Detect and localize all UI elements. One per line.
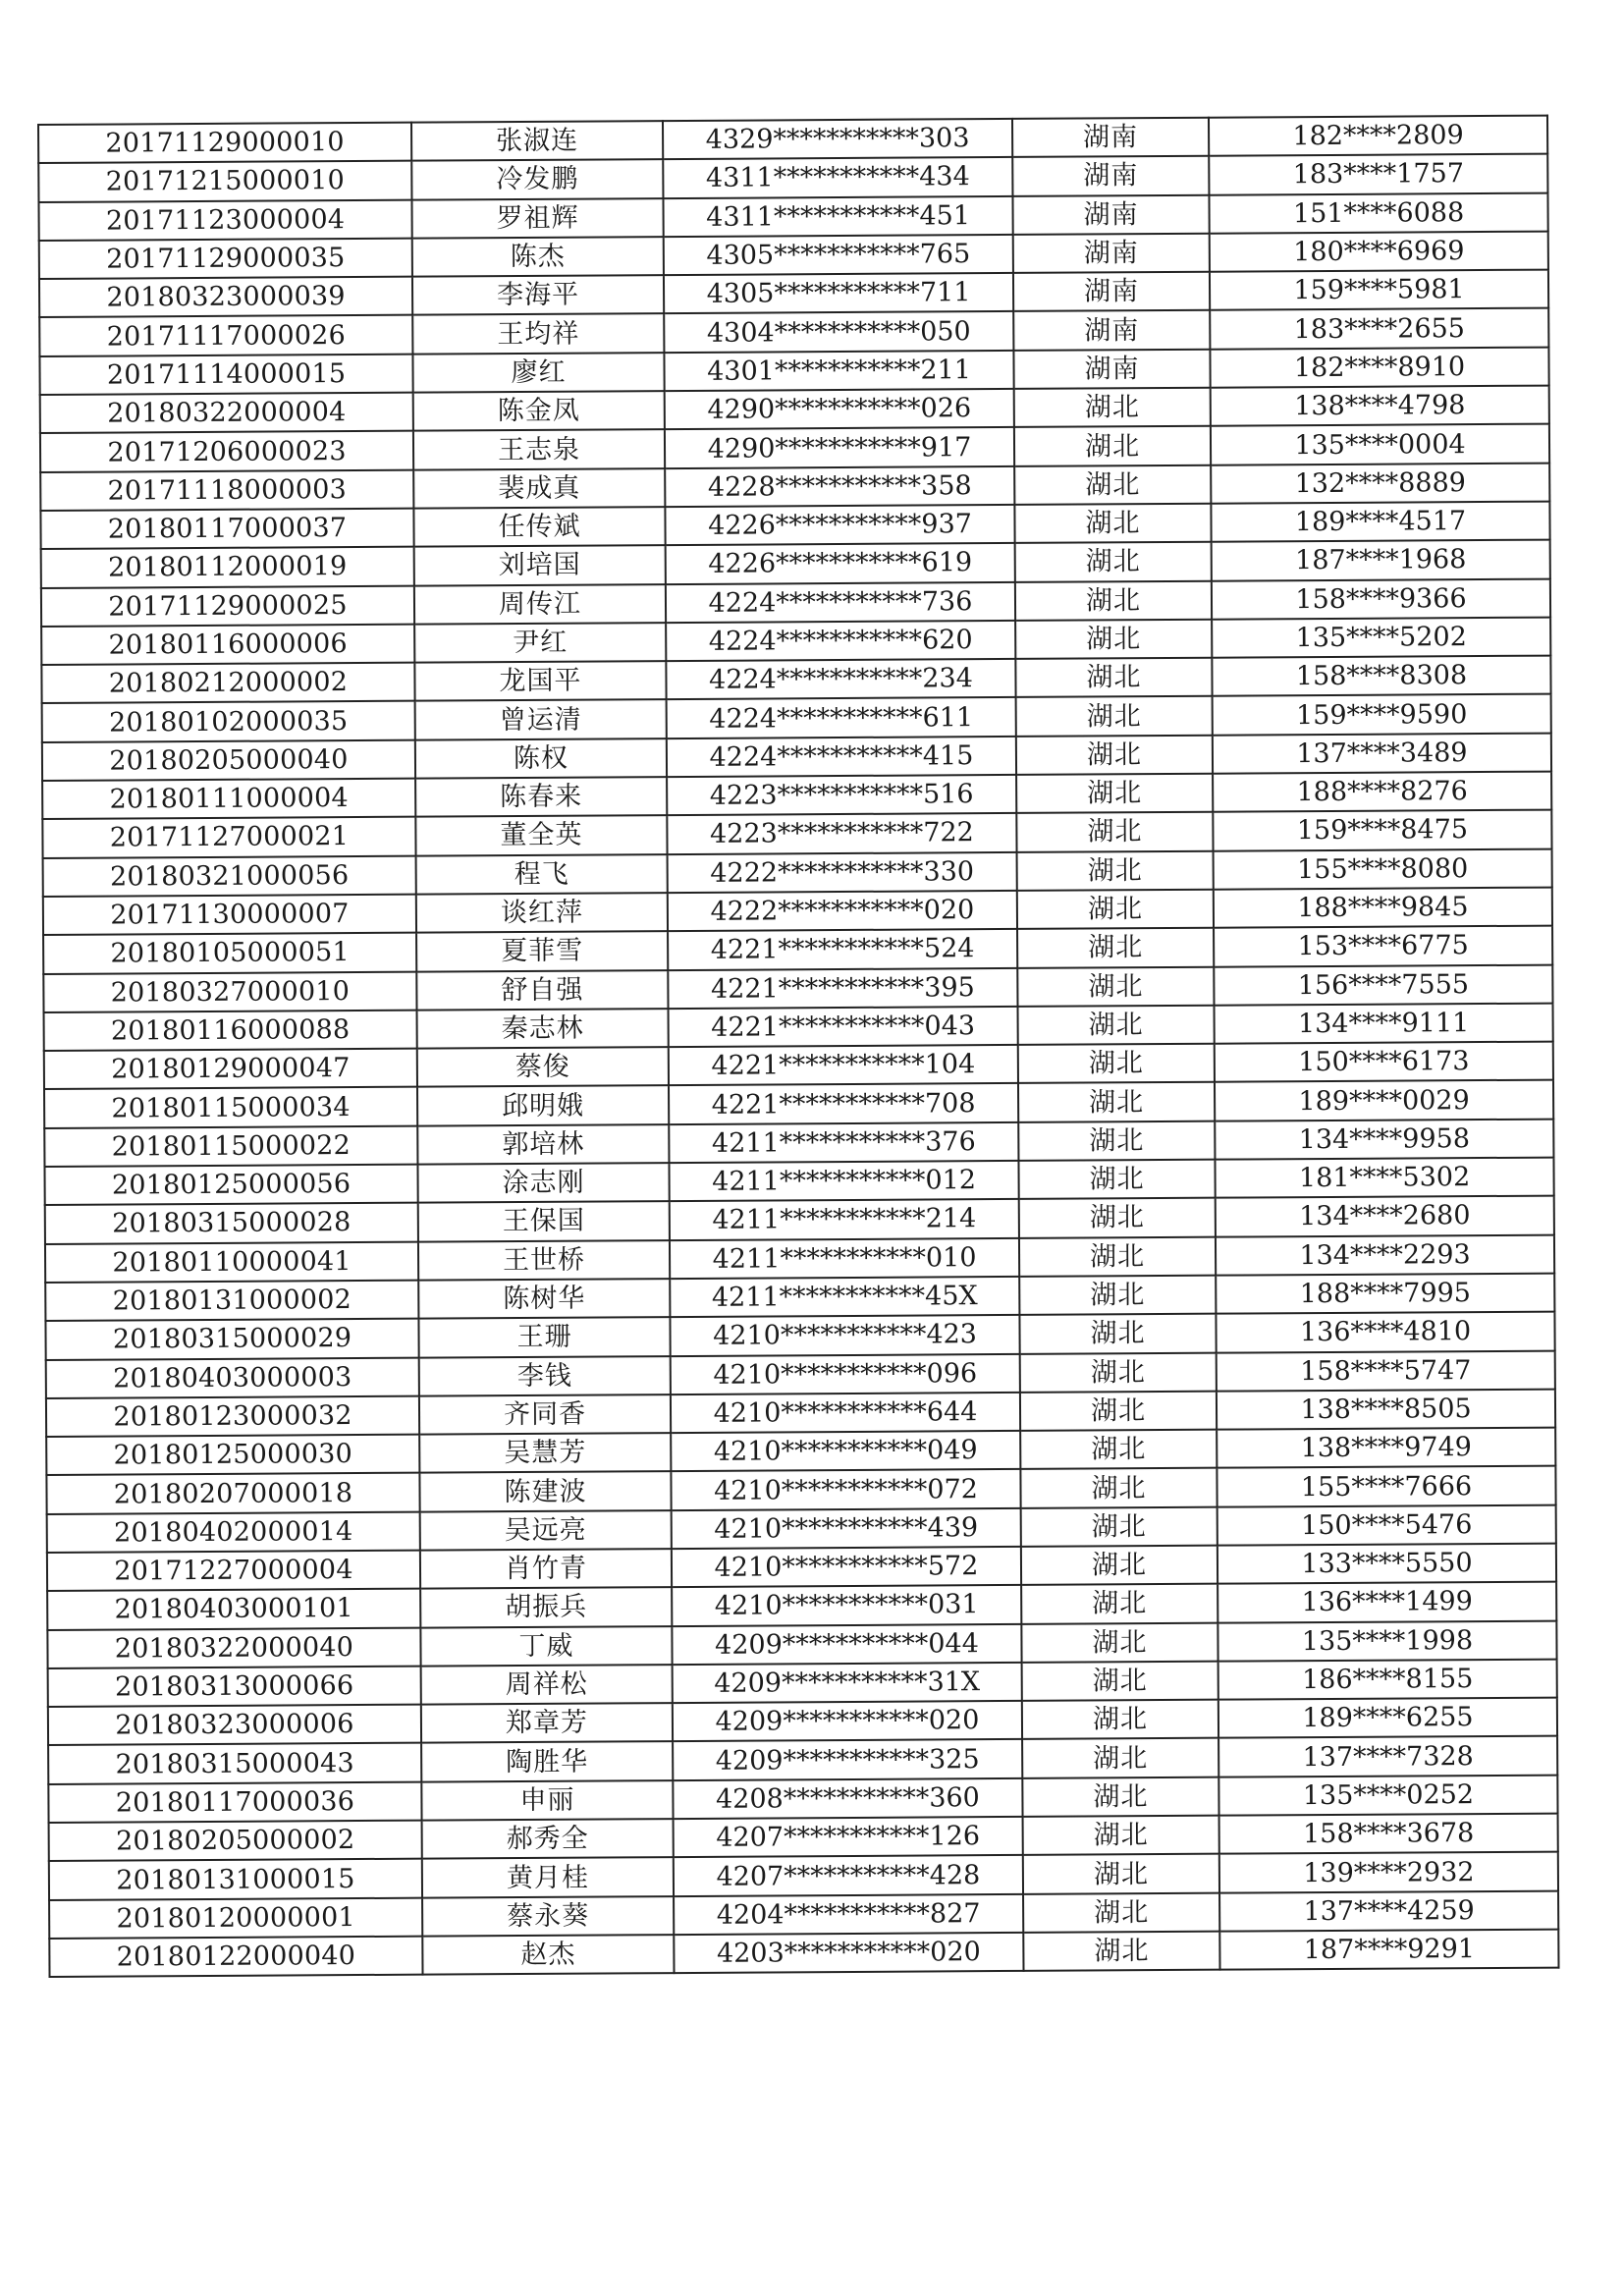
cell-id-card: 4224***********611 [667,697,1016,738]
cell-province: 湖南 [1012,156,1209,196]
cell-phone: 135****0252 [1218,1775,1557,1815]
cell-phone: 134****9111 [1215,1003,1553,1043]
cell-id-card: 4311***********434 [663,157,1012,197]
cell-province: 湖北 [1022,1700,1218,1740]
cell-name: 蔡永葵 [422,1896,674,1937]
cell-phone: 138****8505 [1217,1389,1555,1429]
cell-id-card: 4224***********234 [666,659,1015,699]
cell-province: 湖北 [1023,1854,1219,1894]
cell-phone: 183****1757 [1209,154,1547,194]
cell-record-id: 20171130000007 [43,895,416,936]
cell-phone: 132****8889 [1211,463,1549,503]
cell-province: 湖北 [1023,1932,1219,1972]
cell-province: 湖北 [1019,1276,1216,1316]
cell-id-card: 4208***********360 [673,1778,1022,1819]
cell-name: 曾运清 [415,700,667,740]
cell-name: 陶胜华 [421,1742,673,1782]
cell-record-id: 20180117000036 [48,1781,421,1823]
cell-record-id: 20171129000035 [39,239,412,280]
cell-province: 湖北 [1016,735,1213,775]
cell-province: 湖北 [1023,1816,1219,1856]
cell-record-id: 20180321000056 [43,855,416,897]
cell-province: 湖南 [1012,194,1209,235]
cell-record-id: 20180116000088 [44,1010,417,1051]
cell-province: 湖北 [1022,1738,1218,1778]
cell-id-card: 4210***********439 [672,1508,1021,1549]
cell-record-id: 20180129000047 [44,1049,417,1090]
cell-name: 周传江 [414,584,666,625]
cell-phone: 153****6775 [1214,926,1552,966]
cell-id-card: 4203***********020 [674,1933,1023,1973]
cell-name: 尹红 [414,623,666,663]
cell-record-id: 20180205000002 [49,1821,422,1862]
cell-name: 黄月桂 [422,1857,674,1897]
cell-name: 王均祥 [412,314,664,355]
cell-name: 王世桥 [418,1240,670,1281]
cell-province: 湖北 [1016,812,1213,852]
cell-name: 王志泉 [413,429,665,469]
cell-record-id: 20171127000021 [42,817,415,858]
cell-record-id: 20180131000002 [45,1281,418,1322]
cell-name: 廖红 [412,353,664,393]
cell-record-id: 20171215000010 [38,161,411,202]
cell-phone: 188****7995 [1216,1273,1554,1313]
cell-province: 湖北 [1017,890,1214,930]
cell-id-card: 4222***********020 [668,891,1017,931]
cell-record-id: 20180111000004 [42,779,415,820]
cell-province: 湖北 [1016,696,1213,737]
cell-name: 申丽 [421,1780,673,1821]
cell-phone: 159****8475 [1213,810,1551,850]
cell-province: 湖南 [1013,272,1210,312]
cell-record-id: 20180205000040 [42,739,415,781]
cell-record-id: 20180212000002 [41,663,414,704]
cell-name: 郝秀全 [422,1819,674,1859]
cell-province: 湖北 [1021,1622,1218,1663]
cell-record-id: 20180313000066 [48,1667,421,1708]
cell-phone: 158****3678 [1219,1814,1558,1854]
cell-province: 湖北 [1020,1468,1217,1508]
cell-id-card: 4301***********211 [664,351,1013,391]
cell-name: 肖竹青 [420,1549,672,1589]
cell-phone: 137****7328 [1218,1736,1557,1777]
cell-province: 湖北 [1020,1430,1217,1470]
cell-province: 湖北 [1020,1352,1217,1393]
cell-province: 湖北 [1014,426,1211,466]
cell-id-card: 4226***********937 [665,505,1014,545]
cell-id-card: 4224***********620 [666,621,1015,661]
cell-id-card: 4221***********104 [669,1045,1018,1085]
cell-id-card: 4210***********644 [671,1393,1020,1433]
cell-name: 冷发鹏 [411,159,663,199]
cell-record-id: 20171118000003 [40,469,413,511]
cell-province: 湖北 [1016,774,1213,814]
cell-name: 李钱 [419,1356,671,1396]
cell-name: 陈春来 [415,777,667,817]
roster-body [38,116,1558,1978]
cell-id-card: 4207***********428 [674,1855,1023,1895]
cell-name: 裴成真 [413,468,665,509]
cell-id-card: 4305***********711 [664,273,1013,313]
cell-record-id: 20180112000019 [41,547,414,588]
cell-id-card: 4210***********096 [671,1353,1020,1394]
cell-phone: 134****2293 [1216,1234,1554,1275]
cell-phone: 188****8276 [1213,772,1551,812]
cell-phone: 159****9590 [1213,694,1551,735]
cell-record-id: 20180323000006 [48,1705,421,1746]
cell-id-card: 4305***********765 [664,235,1013,275]
cell-id-card: 4221***********524 [668,929,1017,969]
cell-record-id: 20180327000010 [43,971,416,1012]
cell-phone: 138****4798 [1211,386,1549,426]
cell-phone: 158****5747 [1217,1350,1555,1391]
cell-record-id: 20171129000010 [38,123,411,164]
cell-province: 湖北 [1018,1082,1215,1122]
cell-phone: 181****5302 [1215,1158,1553,1198]
cell-phone: 139****2932 [1219,1852,1558,1892]
cell-phone: 188****9845 [1214,888,1552,928]
cell-record-id: 20180116000006 [41,625,414,666]
cell-record-id: 20180105000051 [43,933,416,974]
cell-phone: 182****8910 [1210,347,1548,387]
cell-province: 湖北 [1018,1160,1215,1200]
cell-province: 湖南 [1012,118,1209,158]
cell-id-card: 4209***********020 [673,1701,1022,1741]
cell-name: 陈建波 [419,1471,671,1511]
cell-province: 湖北 [1017,928,1214,968]
cell-phone: 135****5202 [1212,617,1550,657]
cell-record-id: 20180315000029 [45,1319,418,1360]
cell-name: 吴远亮 [420,1510,672,1551]
cell-phone: 138****9749 [1217,1428,1555,1468]
cell-name: 张淑连 [411,121,663,161]
cell-phone: 183****2655 [1210,308,1548,349]
cell-id-card: 4211***********376 [669,1122,1018,1163]
cell-province: 湖北 [1018,1006,1215,1046]
cell-province: 湖北 [1018,1044,1215,1084]
cell-phone: 136****1499 [1218,1582,1556,1622]
cell-phone: 187****1968 [1212,540,1550,580]
cell-phone: 180****6969 [1210,231,1548,271]
cell-phone: 134****2680 [1216,1196,1554,1236]
cell-id-card: 4209***********044 [672,1623,1021,1664]
cell-province: 湖北 [1021,1546,1218,1586]
cell-id-card: 4204***********827 [674,1894,1023,1935]
cell-phone: 150****6173 [1215,1042,1553,1082]
cell-record-id: 20180123000032 [46,1395,419,1437]
cell-id-card: 4209***********325 [673,1739,1022,1779]
cell-id-card: 4224***********415 [667,737,1016,777]
cell-record-id: 20180122000040 [49,1937,422,1978]
cell-id-card: 4329***********303 [663,119,1012,159]
cell-province: 湖北 [1015,658,1212,698]
cell-name: 邱明娥 [417,1086,669,1126]
cell-province: 湖北 [1017,850,1214,891]
cell-id-card: 4209***********31X [673,1663,1022,1703]
cell-record-id: 20180131000015 [49,1859,422,1900]
cell-record-id: 20180110000041 [45,1241,418,1283]
cell-phone: 159****5981 [1210,270,1548,310]
cell-name: 郭培林 [417,1124,669,1165]
cell-id-card: 4211***********012 [669,1161,1018,1201]
cell-id-card: 4290***********917 [665,427,1014,467]
cell-id-card: 4223***********516 [667,775,1016,815]
cell-name: 陈树华 [418,1279,670,1319]
cell-phone: 135****1998 [1218,1620,1556,1661]
cell-record-id: 20171206000023 [40,431,413,472]
cell-province: 湖北 [1015,542,1212,582]
cell-id-card: 4210***********072 [671,1469,1020,1509]
cell-record-id: 20180315000043 [48,1743,421,1784]
cell-province: 湖北 [1018,1121,1215,1161]
cell-record-id: 20180322000040 [47,1627,420,1668]
cell-name: 胡振兵 [420,1587,672,1627]
cell-phone: 134****9958 [1215,1119,1553,1159]
cell-record-id: 20171114000015 [39,354,412,395]
table-row [49,1930,1558,1978]
cell-id-card: 4311***********451 [663,196,1012,237]
cell-record-id: 20180115000034 [44,1087,417,1128]
cell-record-id: 20180125000056 [44,1165,417,1206]
cell-province: 湖南 [1013,349,1210,389]
cell-name: 刘培国 [414,545,666,585]
cell-name: 王保国 [418,1201,670,1241]
cell-name: 罗祖辉 [411,198,663,239]
cell-id-card: 4221***********395 [668,967,1017,1008]
cell-id-card: 4226***********619 [666,543,1015,583]
cell-id-card: 4223***********722 [667,813,1016,853]
cell-name: 涂志刚 [417,1163,669,1203]
cell-province: 湖北 [1019,1198,1216,1238]
cell-record-id: 20180323000039 [39,277,412,318]
cell-phone: 189****6255 [1218,1698,1557,1738]
cell-id-card: 4211***********45X [670,1277,1019,1317]
cell-province: 湖南 [1013,234,1210,274]
cell-name: 吴慧芳 [419,1433,671,1473]
cell-province: 湖北 [1014,504,1211,544]
cell-name: 陈杰 [412,237,664,277]
cell-phone: 187****9291 [1219,1930,1558,1970]
cell-name: 蔡俊 [417,1047,669,1087]
cell-province: 湖北 [1021,1506,1218,1547]
cell-record-id: 20180315000028 [45,1203,418,1244]
cell-province: 湖北 [1020,1391,1217,1431]
cell-id-card: 4210***********031 [672,1585,1021,1625]
cell-name: 董全英 [415,815,667,855]
cell-record-id: 20180125000030 [46,1435,419,1476]
cell-province: 湖北 [1017,966,1214,1007]
cell-name: 舒自强 [416,970,668,1011]
cell-phone: 135****0004 [1211,424,1549,465]
cell-id-card: 4221***********043 [669,1007,1018,1047]
cell-name: 王珊 [418,1317,670,1357]
cell-phone: 155****7666 [1217,1466,1555,1506]
cell-province: 湖北 [1015,580,1212,621]
cell-record-id: 20180403000101 [47,1589,420,1630]
cell-id-card: 4304***********050 [664,311,1013,352]
cell-name: 夏菲雪 [416,931,668,971]
cell-phone: 158****9366 [1212,578,1550,619]
cell-record-id: 20180403000003 [46,1357,419,1398]
cell-id-card: 4210***********423 [670,1315,1019,1355]
cell-name: 赵杰 [422,1935,674,1975]
cell-name: 周祥松 [421,1665,673,1705]
cell-id-card: 4210***********049 [671,1431,1020,1471]
cell-name: 谈红萍 [416,893,668,933]
cell-record-id: 20171123000004 [38,199,411,241]
cell-record-id: 20180117000037 [40,509,413,550]
cell-name: 龙国平 [414,661,666,701]
cell-phone: 137****3489 [1213,733,1551,773]
cell-record-id: 20180120000001 [49,1897,422,1939]
cell-name: 李海平 [412,275,664,315]
cell-province: 湖北 [1023,1892,1219,1933]
cell-phone: 155****8080 [1214,848,1552,889]
cell-phone: 136****4810 [1216,1312,1554,1352]
cell-name: 郑章芳 [421,1703,673,1743]
cell-name: 丁威 [420,1626,672,1667]
cell-name: 任传斌 [413,507,665,547]
cell-id-card: 4222***********330 [668,852,1017,893]
cell-id-card: 4210***********572 [672,1547,1021,1587]
cell-record-id: 20171117000026 [39,315,412,356]
cell-id-card: 4228***********358 [665,466,1014,507]
cell-province: 湖北 [1015,620,1212,660]
cell-id-card: 4211***********010 [670,1238,1019,1279]
cell-province: 湖南 [1013,310,1210,351]
cell-phone: 137****4259 [1219,1890,1558,1931]
roster-table [37,115,1560,1979]
cell-record-id: 20180322000004 [40,393,413,434]
cell-province: 湖北 [1014,388,1211,428]
cell-name: 陈金凤 [413,391,665,431]
cell-phone: 182****2809 [1209,116,1547,156]
cell-record-id: 20180207000018 [46,1473,419,1514]
cell-record-id: 20180115000022 [44,1125,417,1167]
cell-phone: 189****4517 [1211,502,1549,542]
cell-name: 程飞 [416,854,668,895]
cell-province: 湖北 [1019,1314,1216,1354]
cell-id-card: 4221***********708 [669,1083,1018,1123]
cell-phone: 150****5476 [1218,1504,1556,1545]
cell-province: 湖北 [1022,1777,1218,1817]
cell-name: 陈权 [415,738,667,779]
cell-id-card: 4224***********736 [666,581,1015,622]
cell-record-id: 20180402000014 [47,1511,420,1553]
cell-phone: 156****7555 [1214,964,1552,1005]
cell-record-id: 20171227000004 [47,1551,420,1592]
cell-province: 湖北 [1019,1236,1216,1277]
cell-phone: 151****6088 [1209,192,1547,233]
cell-name: 秦志林 [417,1009,669,1049]
cell-phone: 186****8155 [1218,1659,1557,1699]
cell-id-card: 4211***********214 [670,1199,1019,1239]
cell-phone: 133****5550 [1218,1544,1556,1584]
cell-phone: 189****0029 [1215,1080,1553,1121]
cell-province: 湖北 [1022,1662,1218,1702]
cell-name: 齐同香 [419,1394,671,1435]
cell-record-id: 20171129000025 [41,585,414,627]
cell-province: 湖北 [1014,465,1211,505]
cell-province: 湖北 [1021,1584,1218,1624]
cell-id-card: 4290***********026 [665,389,1014,429]
cell-phone: 158****8308 [1212,656,1550,696]
cell-id-card: 4207***********126 [674,1817,1023,1857]
cell-record-id: 20180102000035 [42,701,415,742]
